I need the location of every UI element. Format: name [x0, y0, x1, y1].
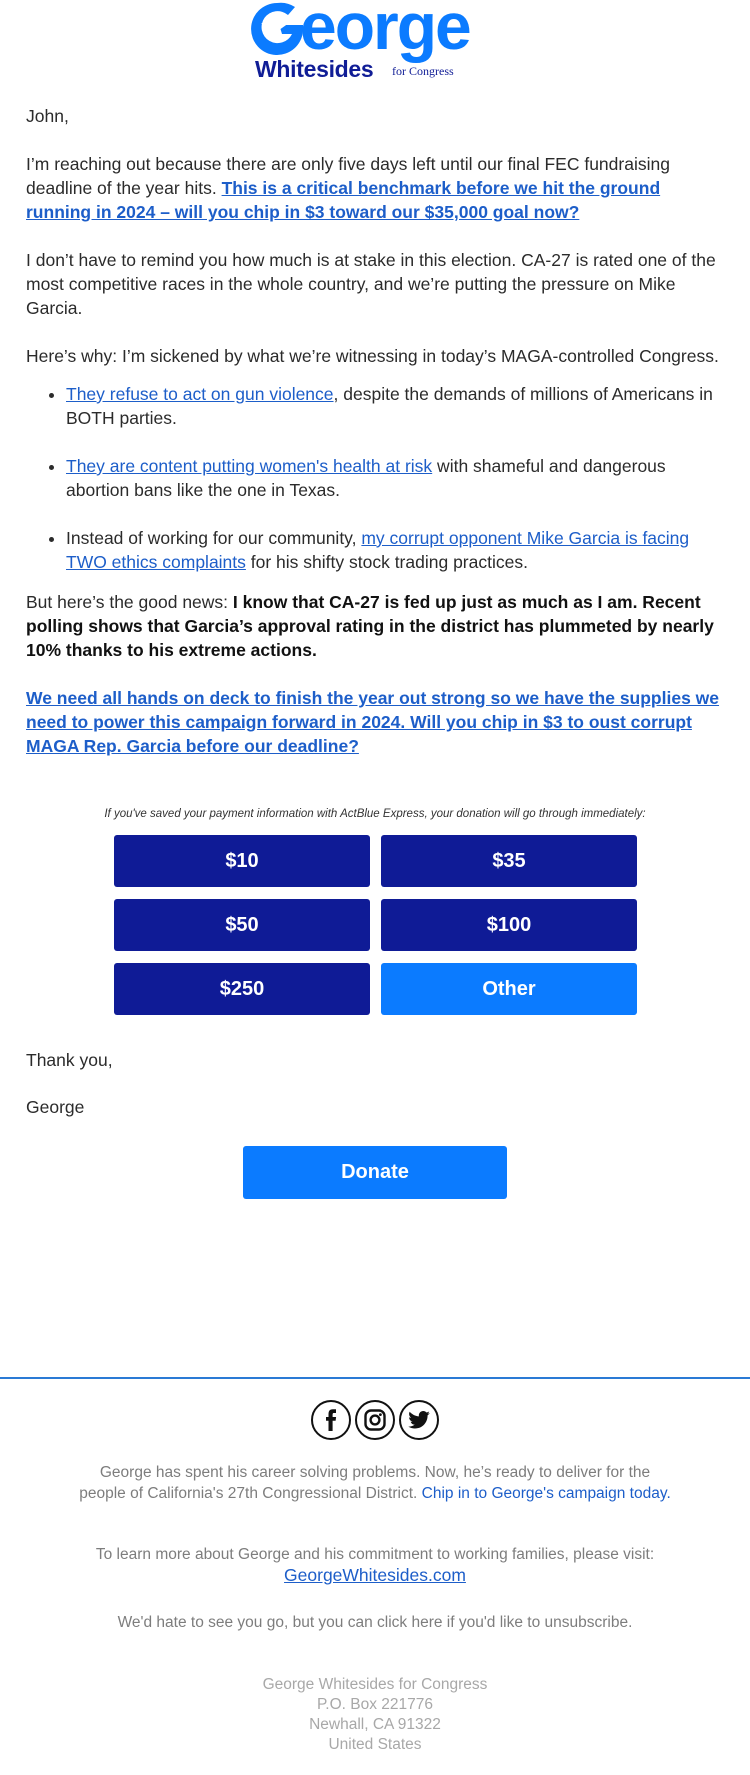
gun-violence-link[interactable]: They refuse to act on gun violence — [66, 384, 334, 404]
list-item-text: Instead of working for our community, — [66, 528, 362, 548]
footer-bio-text: George has spent his career solving problems. Now, he’s ready to deliver for the people of California's 27th Congressional District. — [79, 1464, 651, 1502]
logo-surname-text: Whitesides — [255, 56, 374, 82]
address-country: United States — [328, 1736, 422, 1753]
paragraph-deadline — [26, 152, 726, 224]
footer-learn-more — [75, 1544, 675, 1587]
list-item — [66, 454, 726, 502]
address-city: Newhall, CA 91322 — [309, 1716, 441, 1733]
closing-signature: George — [26, 1097, 85, 1117]
list-item — [66, 526, 726, 574]
list-item-text: with shameful and dangerous abortion bans like the one in Texas. — [66, 456, 666, 500]
paragraph-good-news — [26, 590, 726, 662]
donate-button[interactable]: Donate — [243, 1146, 507, 1199]
paragraph-ask — [26, 686, 726, 758]
list-item-text: , despite the demands of millions of Americans in BOTH parties. — [66, 384, 713, 428]
facebook-icon[interactable] — [311, 1400, 351, 1440]
footer-divider — [0, 1377, 750, 1379]
instagram-icon[interactable] — [355, 1400, 395, 1440]
issues-list — [26, 382, 726, 574]
good-news-lead: But here’s the good news: — [26, 592, 233, 612]
actblue-note: If you've saved your payment information with ActBlue Express, your donation will go through immediately: — [104, 808, 646, 820]
footer-bio — [75, 1462, 675, 1504]
paragraph-why: Here’s why: I’m sickened by what we’re witnessing in today’s MAGA-controlled Congress. — [26, 346, 719, 366]
ethics-complaints-link[interactable]: my corrupt opponent Mike Garcia is facing TWO ethics complaints — [66, 528, 690, 572]
address-org: George Whitesides for Congress — [262, 1676, 488, 1693]
footer-learn-more-text: To learn more about George and his commitment to working families, please visit: — [95, 1546, 655, 1563]
womens-health-link[interactable]: They are content putting women's health at risk — [66, 456, 433, 476]
unsubscribe-text[interactable]: We'd hate to see you go, but you can click here if you'd like to unsubscribe. — [117, 1614, 633, 1631]
donate-35-button[interactable]: $35 — [381, 835, 637, 887]
paragraph-stakes: I don’t have to remind you how much is at stake in this election. CA-27 is rated one of the most competitive races in the whole country, and we’re putting the pressure on Mike Garcia. — [26, 250, 716, 318]
address-po: P.O. Box 221776 — [316, 1696, 434, 1713]
paragraph-deadline-text: I’m reaching out because there are only five days left until our final FEC fundraising deadline of the year hits. — [26, 154, 670, 198]
donate-100-button[interactable]: $100 — [381, 899, 637, 951]
campaign-logo — [248, 0, 502, 84]
donate-10-button[interactable]: $10 — [114, 835, 370, 887]
g-star-logo-icon — [248, 0, 306, 58]
donate-250-button[interactable]: $250 — [114, 963, 370, 1015]
list-item — [66, 382, 726, 430]
twitter-icon[interactable] — [399, 1400, 439, 1440]
mailing-address — [0, 1675, 750, 1755]
closing-thanks: Thank you, — [26, 1050, 113, 1070]
chip-in-link-2[interactable]: We need all hands on deck to finish the year out strong so we have the supplies we need to power this campaign forward in 2024. Will you chip in $3 to oust corrupt MAGA Rep. Garcia before our deadline? — [26, 688, 720, 756]
email-body — [26, 104, 726, 782]
logo-name-text: eorge — [300, 0, 470, 63]
website-link[interactable]: GeorgeWhitesides.com — [284, 1565, 466, 1585]
chip-in-link-1[interactable]: This is a critical benchmark before we hit the ground running in 2024 – will you chip in $3 toward our $35,000 goal now? — [26, 178, 661, 222]
footer-chip-in-link[interactable]: Chip in to George's campaign today. — [421, 1485, 671, 1502]
list-item-text: for his shifty stock trading practices. — [245, 552, 528, 572]
donate-50-button[interactable]: $50 — [114, 899, 370, 951]
good-news-bold: I know that CA-27 is fed up just as much as I am. Recent polling shows that Garcia’s approval rating in the district has plummeted by nearly 10% thanks to his extreme actions. — [26, 592, 714, 660]
greeting: John, — [26, 106, 69, 126]
donate-other-button[interactable]: Other — [381, 963, 637, 1015]
logo-tagline: for Congress — [392, 64, 454, 78]
